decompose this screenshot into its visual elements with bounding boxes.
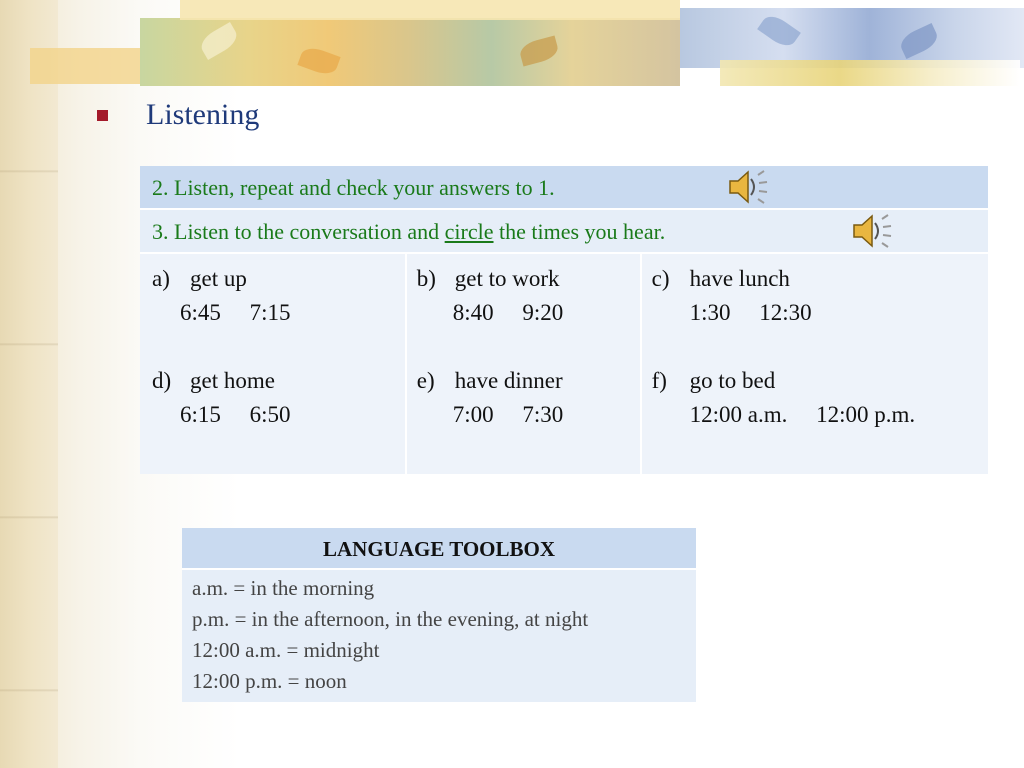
item-activity-c: have lunch (689, 266, 790, 291)
instruction-row-3 (140, 210, 988, 254)
grid-column-2 (407, 254, 642, 474)
item-times-c[interactable]: 1:30 12:30 (689, 300, 812, 325)
instruction-2-text: 2. Listen, repeat and check your answers to 1. (152, 175, 555, 200)
item-times-a[interactable]: 6:45 7:15 (180, 300, 291, 325)
listening-exercise-table (140, 166, 988, 474)
instruction-3-text: 3. Listen to the conversation and circle the times you hear. (152, 219, 666, 244)
toolbox-line: a.m. = in the morning (192, 576, 375, 600)
grid-column-1 (140, 254, 407, 474)
item-times-e[interactable]: 7:00 7:30 (452, 402, 564, 427)
times-grid (140, 254, 988, 474)
slide-heading: Listening (146, 98, 260, 131)
grid-column-3 (642, 254, 988, 474)
item-times-d[interactable]: 6:15 6:50 (180, 402, 291, 427)
toolbox-body (182, 570, 696, 702)
item-times-b[interactable]: 8:40 9:20 (452, 300, 564, 325)
item-label-f: f) (651, 368, 667, 393)
instruction-row-2 (140, 166, 988, 210)
toolbox-line: p.m. = in the afternoon, in the evening, at night (192, 607, 589, 631)
left-decorative-strip (0, 0, 58, 768)
item-times-f[interactable]: 12:00 a.m. 12:00 p.m. (689, 402, 916, 427)
item-label-a: a) (152, 266, 170, 291)
item-label-c: c) (651, 266, 670, 291)
top-banner-image (0, 0, 1024, 86)
bullet-square-icon (97, 110, 108, 121)
item-activity-f: go to bed (689, 368, 776, 393)
item-label-e: e) (416, 368, 435, 393)
item-label-d: d) (152, 368, 172, 393)
item-activity-b: get to work (454, 266, 560, 291)
item-activity-a: get up (190, 266, 247, 291)
toolbox-line: 12:00 a.m. = midnight (192, 638, 380, 662)
toolbox-line: 12:00 p.m. = noon (192, 669, 347, 693)
item-label-b: b) (416, 266, 436, 291)
item-activity-d: get home (190, 368, 275, 393)
item-activity-e: have dinner (454, 368, 563, 393)
speaker-icon[interactable] (726, 165, 770, 209)
speaker-icon[interactable] (850, 209, 894, 253)
language-toolbox (182, 528, 696, 702)
toolbox-title: LANGUAGE TOOLBOX (182, 528, 696, 570)
